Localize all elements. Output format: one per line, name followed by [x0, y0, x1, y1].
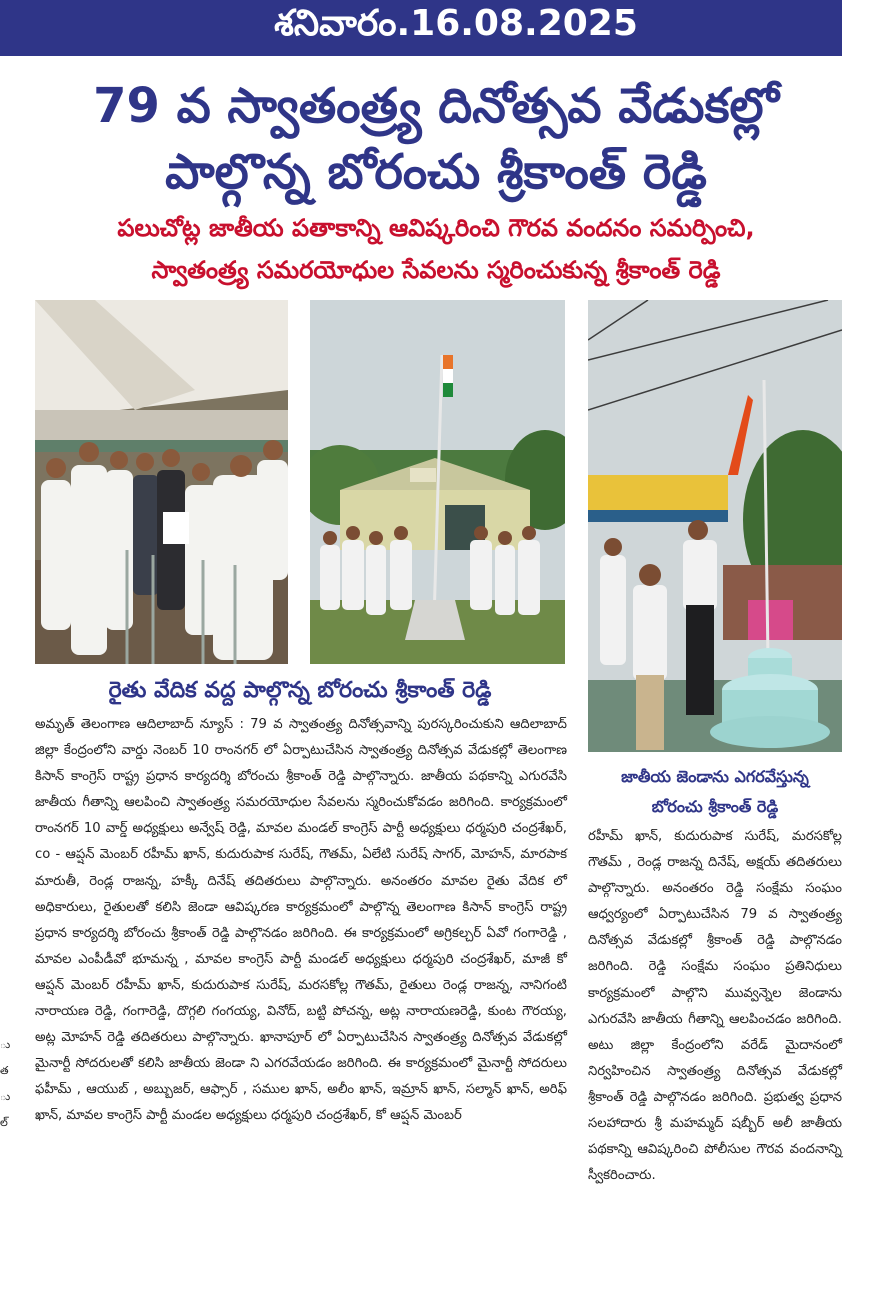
edge-fragment: ు: [0, 1090, 11, 1103]
photo-caption-main: రైతు వేదిక వద్ద పాల్గొన్న బోరంచు శ్రీకాంత్ రెడ్డి: [108, 678, 492, 703]
headline-line-2: పాల్గొన్న బోరంచు శ్రీకాంత్ రెడ్డి: [165, 144, 707, 200]
issue-date: శనివారం.16.08.2025: [274, 3, 638, 44]
photo-caption-side-line-2: బోరంచు శ్రీకాంత్ రెడ్డి: [651, 797, 779, 816]
photo-tent-meeting: [35, 300, 288, 664]
date-bar: [0, 0, 842, 56]
photo-caption-side: [588, 762, 842, 822]
photo-caption-side-line-1: జాతీయ జెండాను ఎగరవేస్తున్న: [621, 767, 809, 786]
photo-flag-building: [310, 300, 565, 664]
article-body-side: రహీమ్ ఖాన్, కుదురుపాక సురేష్, మరసకోల్ల గౌతమ్ , రెండ్ల రాజన్న దినేష్, అక్షయ్ తదితరులు పాల్గొన్నారు. అనంతరం రెడ్డి సంక్షేమ సంఘం ఆధ్వర్యంలో ఏర్పాటుచేసిన 79 వ స్వాతంత్ర్య దినోత్సవ వేడుకల్లో శ్రీకాంత్ రెడ్డి పాల్గొనడం జరిగింది. రెడ్డి సంక్షేమ సంఘం ప్రతినిధులు కార్యక్రమంలో పాల్గొని మువ్వన్నెల జెండాను ఎగురవేసి జాతీయ గీతాన్ని ఆలపించడం జరిగింది. అటు జిల్లా కేంద్రంలోని వరేడ్ మైదానంలో నిర్వహించిన స్వాతంత్ర్య దినోత్సవ వేడుకల్లో శ్రీకాంత్ రెడ్డి పాల్గొనడం జరిగింది. ప్రభుత్వ ప్రధాన సలహాదారు శ్రీ మహమ్మద్ షబ్బీర్ అలీ జాతీయ పథకాన్ని ఆవిష్కరించి పోలీసుల గౌరవ వందనాన్ని స్వీకరించారు.: [588, 829, 842, 1184]
edge-fragment: ల్: [0, 1116, 8, 1129]
edge-fragment: త: [0, 1064, 9, 1077]
article-body-main: అమృత్ తెలంగాణ ఆదిలాబాద్ న్యూస్ : 79 వ స్వాతంత్ర్య దినోత్సవాన్ని పురస్కరించుకుని ఆదిలాబాద్ జిల్లా కేంద్రంలోని వార్డు నెంబర్ 10 రాంనగర్ లో ఏర్పాటుచేసిన స్వాతంత్ర్య దినోత్సవ వేడుకల్లో తెలంగాణ కిసాన్ కాంగ్రెస్ రాష్ట్ర ప్రధాన కార్యదర్శి బోరంచు శ్రీకాంత్ రెడ్డి పాల్గొన్నారు. జాతీయ పథకాన్ని ఎగురవేసి జాతీయ గీతాన్ని ఆలపించి స్వాతంత్ర్య సమరయోధుల సేవలను స్మరించుకోవడం జరిగింది. కార్యక్రమంలో రాంనగర్ 10 వార్డ్ అధ్యక్షులు అన్వేష్ రెడ్డి, మావల మండల్ కాంగ్రెస్ పార్టీ అధ్యక్షులు ధర్మపురి చంద్రశేఖర్, co - ఆప్షన్ మెంబర్ రహీమ్ ఖాన్, కుదురుపాక సురేష్, గౌతమ్, ఏలేటి సురేష్ సాగర్, మోహన్, మారపాక మారుతీ, రెండ్ల రాజన్న, హక్కీ దినేష్ తదితరులు పాల్గొన్నారు. అనంతరం మావల రైతు వేదిక లో అధికారులు, రైతులతో కలిసి జెండా ఆవిష్కరణ కార్యక్రమంలో పాల్గొన్న తెలంగాణ కిసాన్ కాంగ్రెస్ రాష్ట్ర ప్రధాన కార్యదర్శి బోరంచు శ్రీకాంత్ రెడ్డి పాల్గొనడం జరిగింది. ఈ కార్యక్రమంలో అగ్రికల్చర్ ఏవో గంగారెడ్డి , మావల ఎంపీడీవో భూమన్న , మావల కాంగ్రెస్ పార్టీ మండల్ అధ్యక్షులు ధర్మపురి చంద్రశేఖర్, మాజీ కో ఆప్షన్ మెంబర్ రహీమ్ ఖాన్, కుదురుపాక సురేష్, మరసకోల్ల గౌతమ్, రైతులు రెండ్ల రాజన్న, నానిగంటి నారాయణ రెడ్డి, గంగారెడ్డి, దొగ్గలి గంగయ్య, వినోద్, బట్టి పోచన్న, అట్ల నారాయణరెడ్డి, కుంట గౌరయ్య, అట్ల మోహన్ రెడ్డి తదితరులు పాల్గొన్నారు. ఖానాపూర్ లో ఏర్పాటుచేసిన స్వాతంత్ర్య దినోత్సవ వేడుకల్లో మైనార్టీ సోదరులతో కలిసి జాతీయ జెండా ని ఎగరవేయడం జరిగింది. ఈ కార్యక్రమంలో మైనార్టీ సోదరులు ఫహీమ్ , ఆయుబ్ , అబ్బుజర్, ఆఫ్సార్ , సముల ఖాన్, అలీం ఖాన్, ఇమ్రాన్ ఖాన్, సల్మాన్ ఖాన్, అరిఫ్ ఖాన్, మావల కాంగ్రెస్ పార్టీ మండల అధ్యక్షులు ధర్మపురి చంద్రశేఖర్, కో ఆప్షన్ మెంబర్: [35, 717, 567, 1124]
headline-line-1: 79 వ స్వాతంత్ర్య దినోత్సవ వేడుకల్లో: [93, 78, 779, 134]
subheadline-line-2: స్వాతంత్ర్య సమరయోధుల సేవలను స్మరించుకున్న శ్రీకాంత్ రెడ్డి: [151, 256, 721, 284]
photo-flag-pedestal: [588, 300, 842, 752]
edge-fragment: ు: [0, 1038, 11, 1051]
subheadline-line-1: పలుచోట్ల జాతీయ పతాకాన్ని ఆవిష్కరించి గౌరవ వందనం సమర్పించి,: [117, 214, 755, 242]
